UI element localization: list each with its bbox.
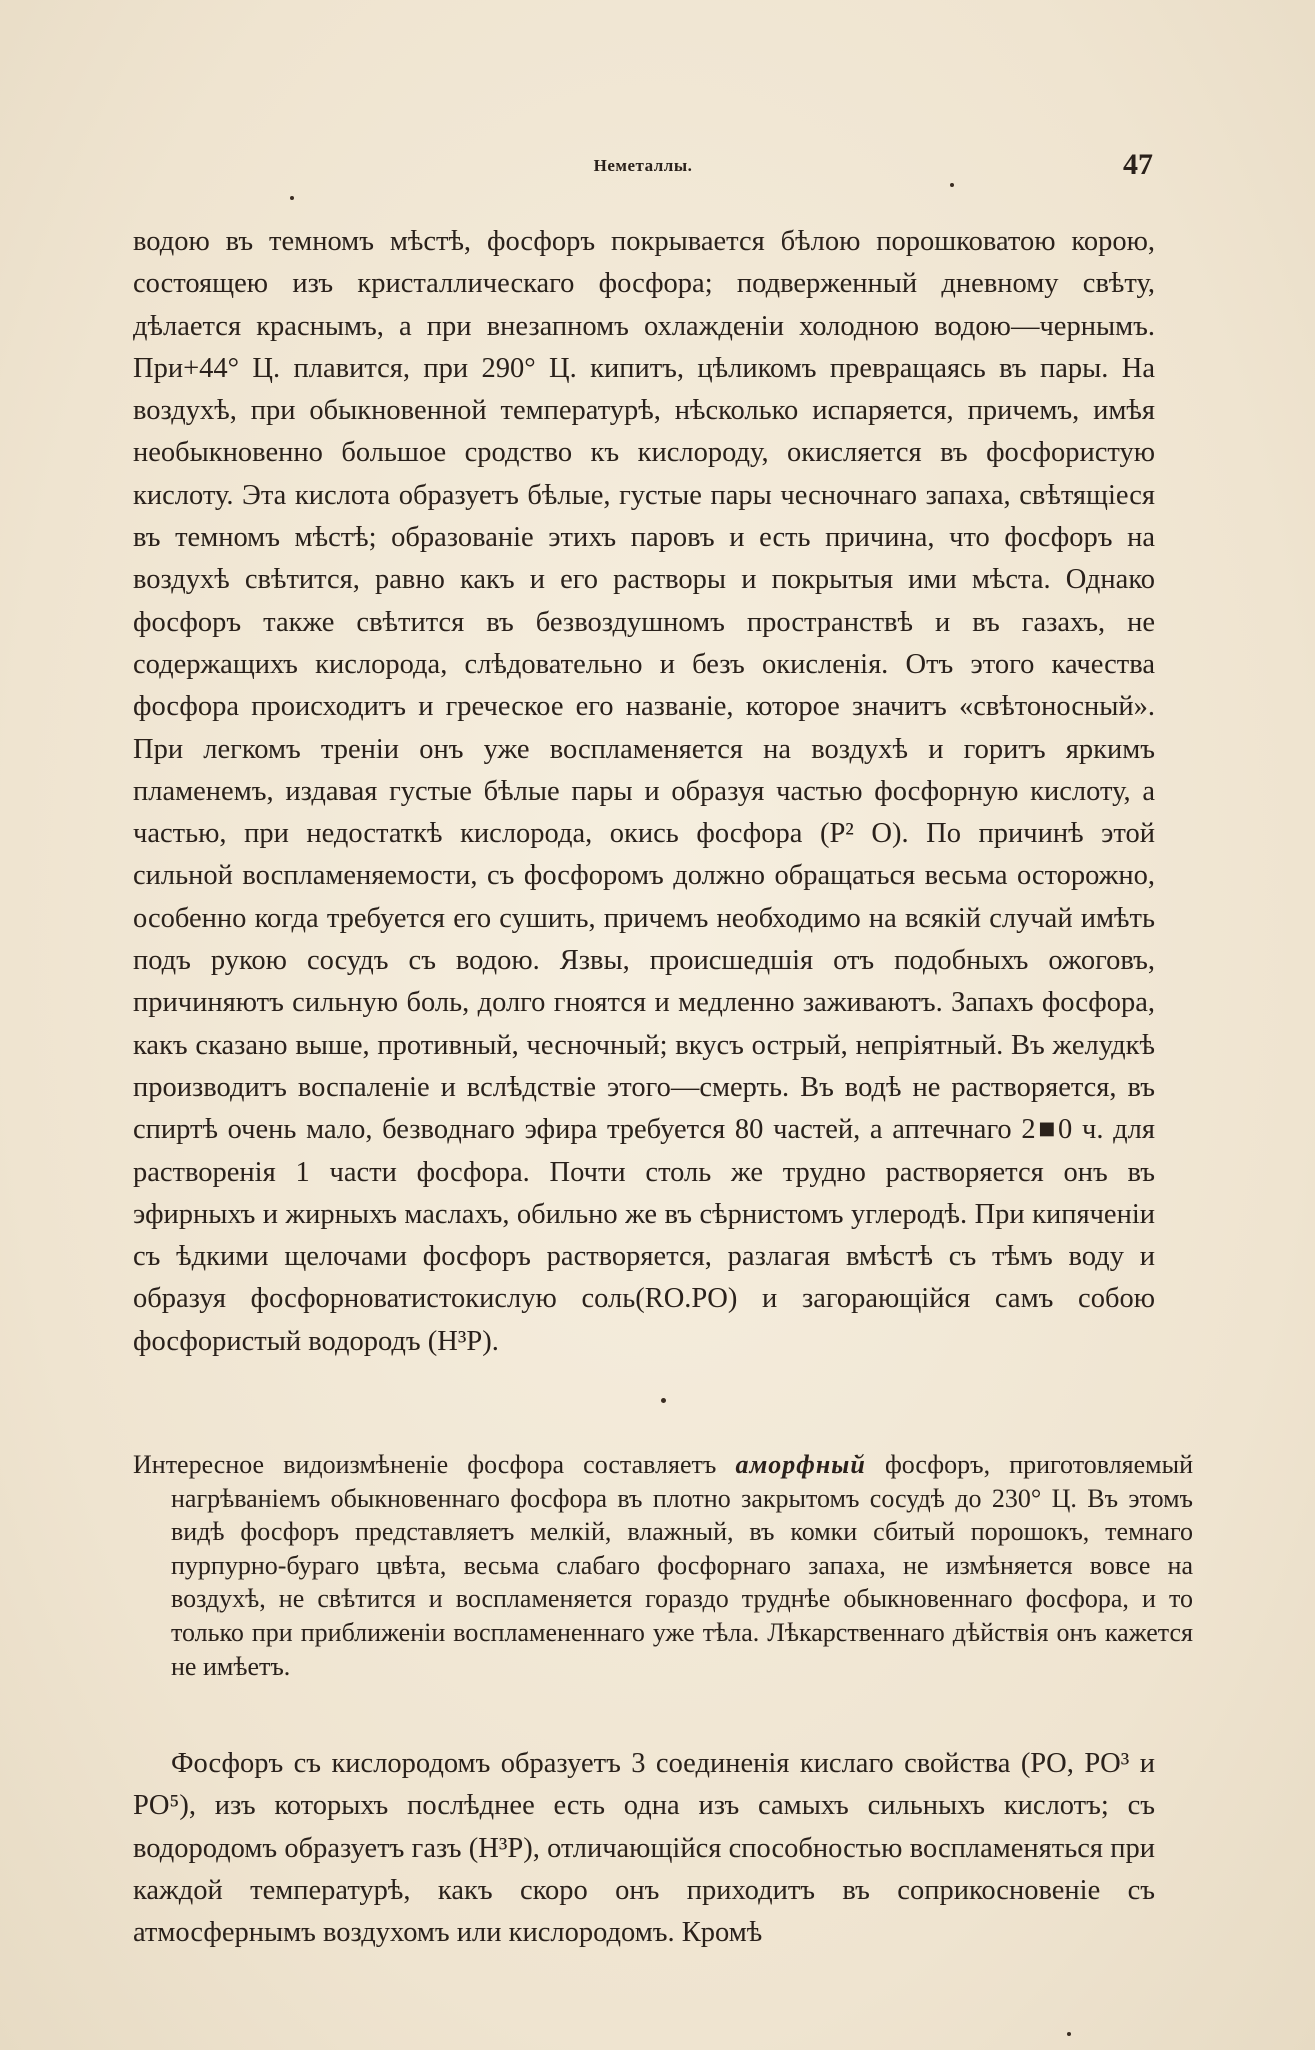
page-number: 47 — [1123, 148, 1153, 181]
note-rest: фосфоръ, приготовляемый нагрѣваніемъ обыкновеннаго фосфора въ плотно закрытомъ сосудѣ до 230° Ц. Въ этомъ видѣ фосфоръ представляетъ мелкій, влажный, въ комки сбитый порошокъ, темнаго пурпурно-бураго цвѣта, весьма слабаго фосфорнаго запаха, не измѣняется вовсе на воздухѣ, не свѣтится и воспламеняется гораздо труднѣе обыкновеннаго фосфора, и то только при приближеніи воспламененнаго уже тѣла. Лѣкарственнаго дѣйствія онъ кажется не имѣетъ. — [171, 1450, 1193, 1681]
paragraph-phosphorus-properties: водою въ темномъ мѣстѣ, фосфоръ покрывается бѣлою порошковатою корою, состоящею изъ кристаллическаго фосфора; подверженный дневному свѣту, дѣлается краснымъ, а при внезапномъ охлажденіи холодною водою—чернымъ. При+44° Ц. плавится, при 290° Ц. кипитъ, цѣликомъ превращаясь въ пары. На воздухѣ, при обыкновенной температурѣ, нѣсколько испаряется, причемъ, имѣя необыкновенно большое сродство къ кислороду, окисляется въ фосфористую кислоту. Эта кислота образуетъ бѣлые, густые пары чесночнаго запаха, свѣтящіеся въ темномъ мѣстѣ; образованіе этихъ паровъ и есть причина, что фосфоръ на воздухѣ свѣтится, равно какъ и его растворы и покрытыя ими мѣста. Однако фосфоръ также свѣтится въ безвоздушномъ пространствѣ и въ газахъ, не содержащихъ кислорода, слѣдовательно и безъ окисленія. Отъ этого качества фосфора происходитъ и греческое его названіе, которое значитъ «свѣтоносный». При легкомъ треніи онъ уже воспламеняется на воздухѣ и горитъ яркимъ пламенемъ, издавая густые бѣлые пары и образуя частью фосфорную кислоту, а частью, при недостаткѣ кислорода, окись фосфора (P² O). По причинѣ этой сильной воспламеняемости, съ фосфоромъ должно обращаться весьма осторожно, особенно когда требуется его сушить, причемъ необходимо на всякій случай имѣть подъ рукою сосудъ съ водою. Язвы, происшедшія отъ подобныхъ ожоговъ, причиняютъ сильную боль, долго гноятся и медленно заживаютъ. Запахъ фосфора, какъ сказано выше, противный, чесночный; вкусъ острый, непріятный. Въ желудкѣ производитъ воспаленіе и вслѣдствіе этого—смерть. Въ водѣ не растворяется, въ спиртѣ очень мало, безводнаго эфира требуется 80 частей, а аптечнаго 2■0 ч. для растворенія 1 части фосфора. Почти столь же трудно растворяется онъ въ эфирныхъ и жирныхъ маслахъ, обильно же въ сѣрнистомъ углеродѣ. При кипяченіи съ ѣдкими щелочами фосфоръ растворяется, разлагая вмѣстѣ съ тѣмъ воду и образуя фосфорноватистокислую соль(RO.PO) и загорающійся самъ собою фосфористый водородъ (H³P). — [133, 226, 1155, 1357]
ink-speck — [290, 196, 294, 200]
page-header — [133, 148, 1153, 188]
note-lead: Интересное видоизмѣненіе фосфора составляетъ — [133, 1450, 736, 1479]
paragraph-phosphorus-compounds: Фосфоръ съ кислородомъ образуетъ 3 соединенія кислаго свойства (PO, PO³ и PO⁵), изъ которыхъ послѣднее есть одна изъ самыхъ сильныхъ кислотъ; съ водородомъ образуетъ газъ (H³P), отличающійся способностью воспламеняться при каждой температурѣ, какъ скоро онъ приходитъ въ соприкосновеніе съ атмосфернымъ воздухомъ или кислородомъ. Кромѣ — [133, 1748, 1155, 1949]
ink-speck — [1067, 2032, 1071, 2036]
ink-speck — [661, 1398, 666, 1403]
ink-speck — [950, 183, 954, 187]
running-title: Неметаллы. — [593, 156, 693, 175]
main-text — [133, 221, 1155, 1363]
note-emphasis: аморфный — [735, 1450, 866, 1479]
note-amorphous-phosphorus — [133, 1448, 1193, 1683]
